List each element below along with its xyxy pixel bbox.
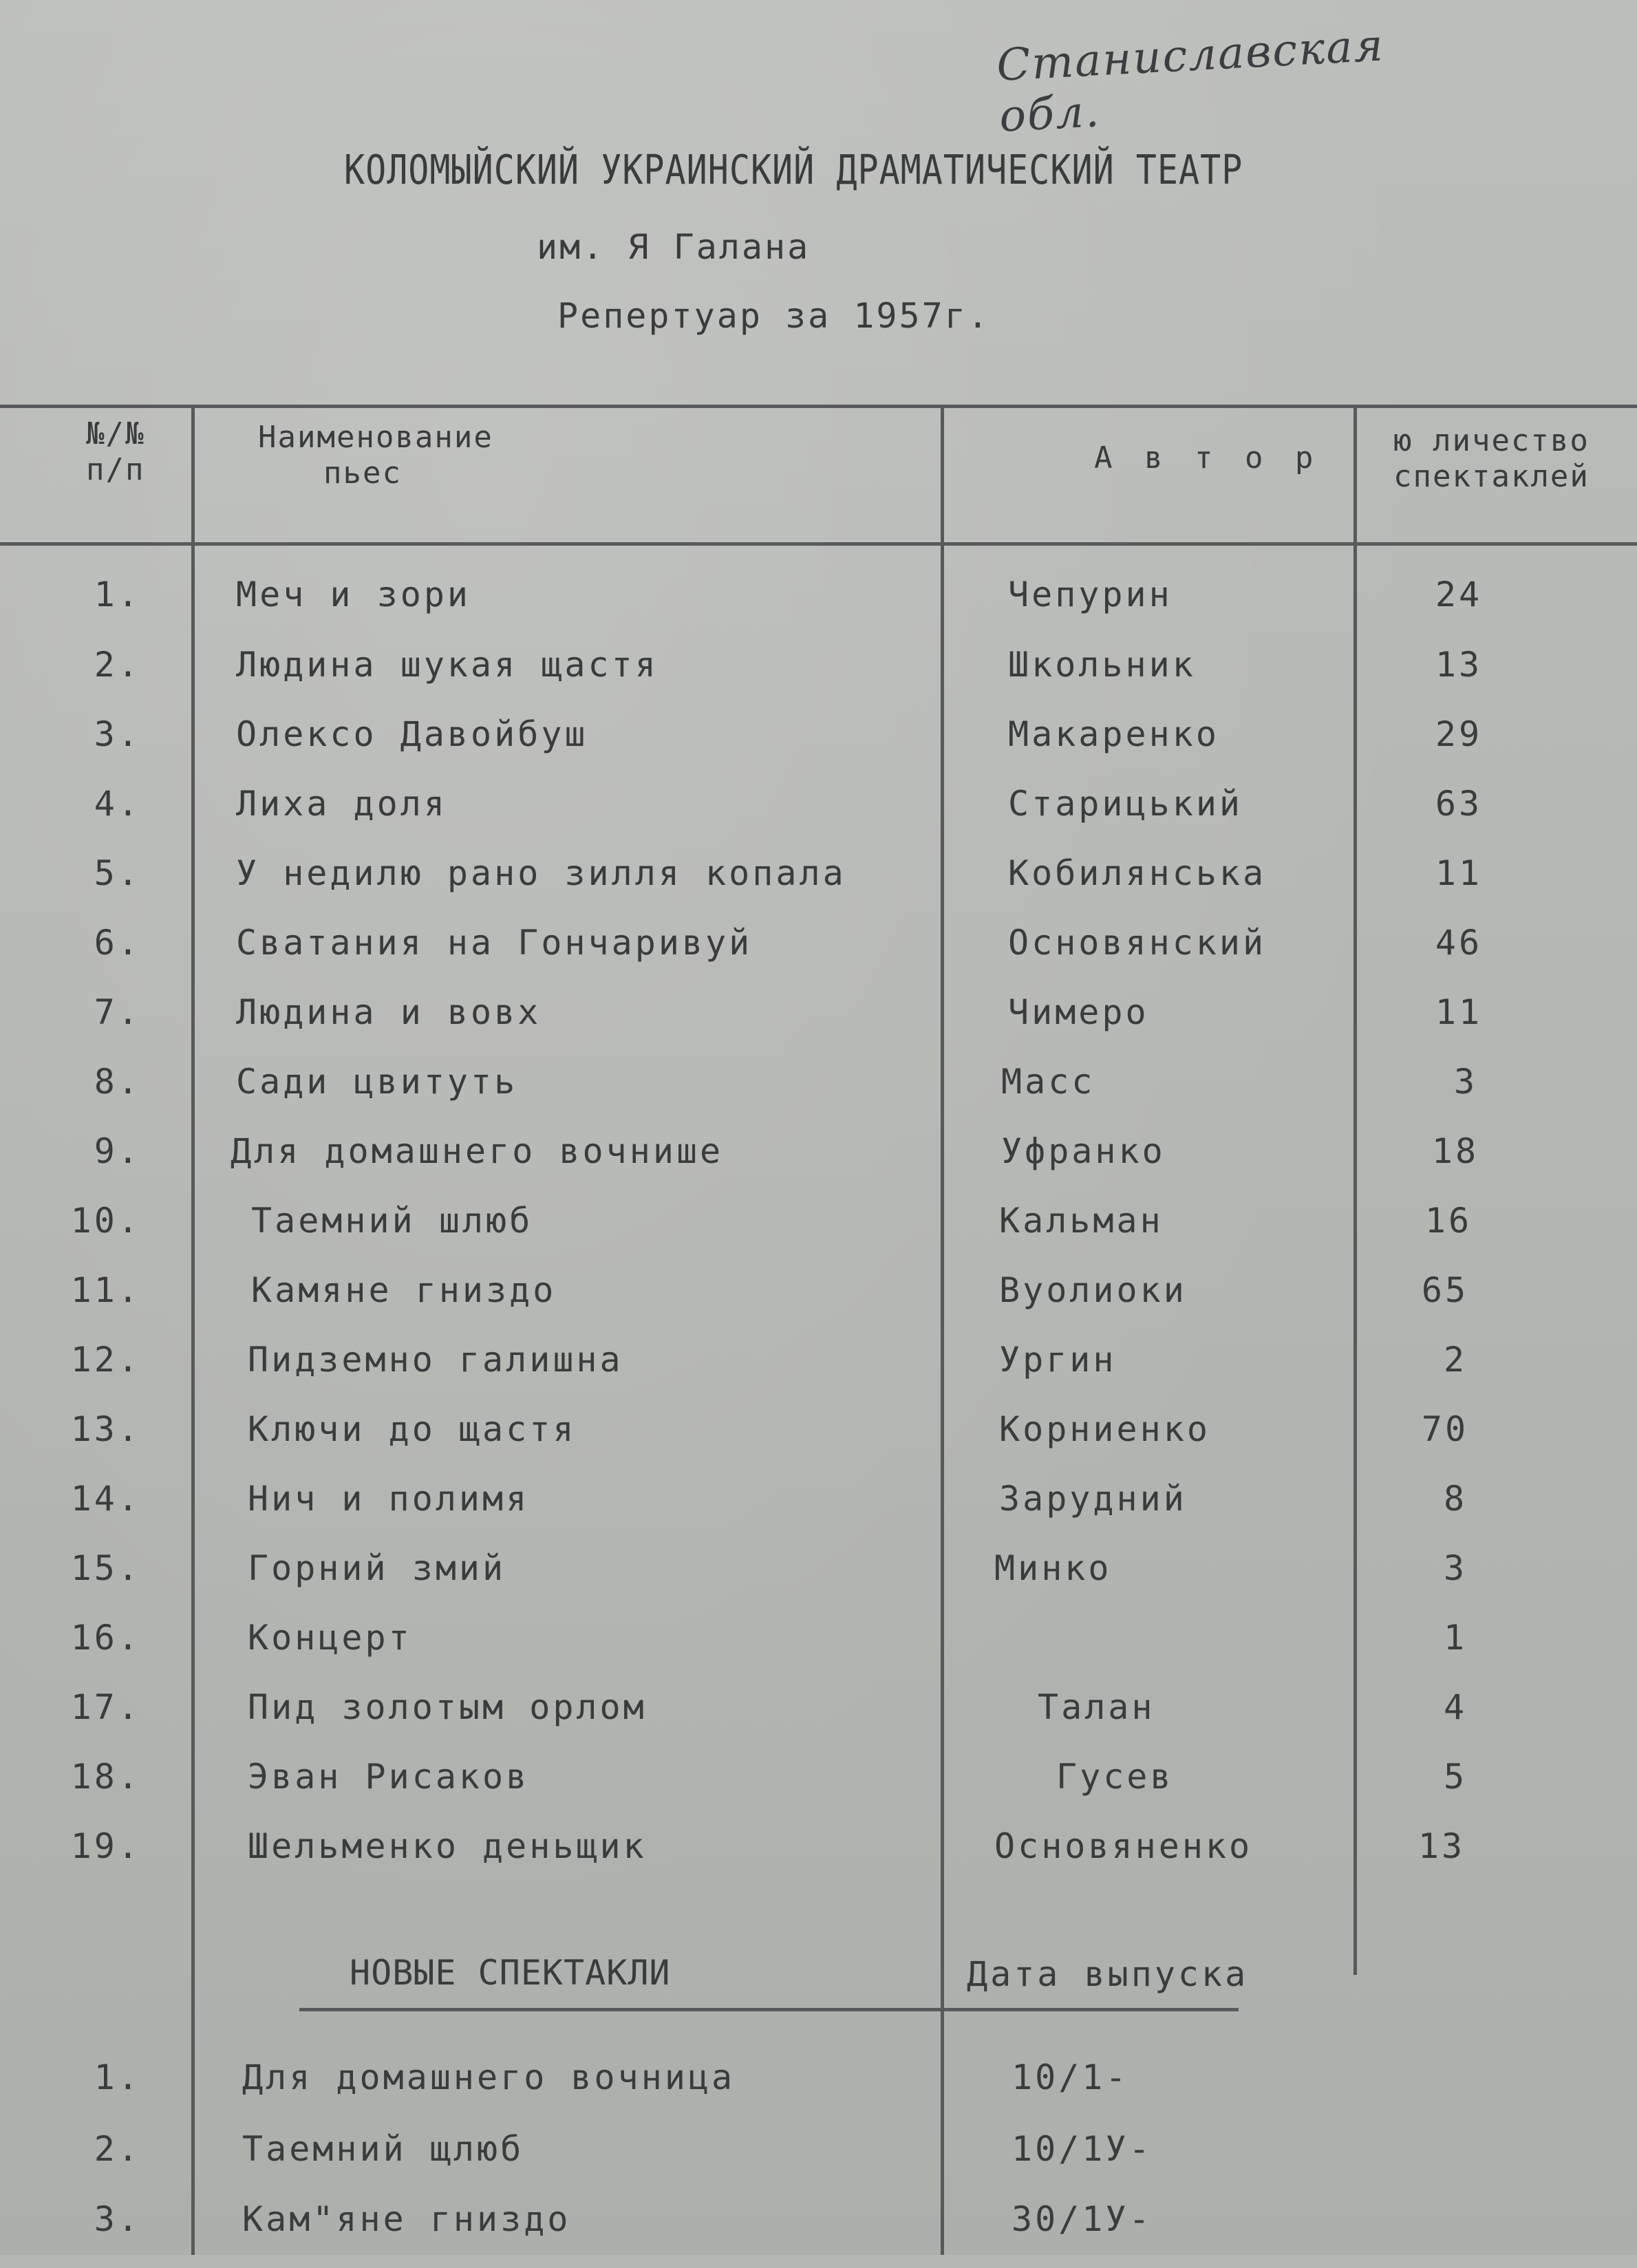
row-number: 19. [70, 1826, 141, 1866]
table-row [0, 1826, 1637, 1895]
row-author: Зарудний [999, 1479, 1187, 1519]
row-count: 46 [1435, 923, 1483, 963]
row-number: 5. [94, 853, 141, 893]
row-title: Камяне гниздо [251, 1270, 557, 1310]
table-row [0, 714, 1637, 783]
table-row [0, 1340, 1637, 1409]
row-number: 3. [94, 2199, 141, 2239]
row-author: Корниенко [999, 1409, 1210, 1449]
row-count: 11 [1435, 992, 1483, 1032]
row-date: 10/1- [1012, 2057, 1129, 2097]
row-number: 1. [94, 2057, 141, 2097]
row-number: 12. [70, 1340, 141, 1380]
row-count: 13 [1435, 645, 1483, 685]
row-title: Для домашнего вочнише [231, 1131, 724, 1171]
handwritten-note: Станиславская обл. [995, 20, 1386, 142]
row-count: 5 [1443, 1757, 1468, 1797]
row-number: 13. [70, 1409, 141, 1449]
row-author: Основяненко [994, 1826, 1253, 1866]
row-title: Меч и зори [236, 575, 471, 614]
row-author: Кальман [999, 1201, 1164, 1241]
row-number: 4. [94, 784, 141, 824]
row-title: Эван Рисаков [248, 1757, 530, 1797]
row-title: Таемний шлюб [251, 1201, 533, 1241]
table-top-rule [0, 405, 1637, 408]
col-head-count [1393, 423, 1590, 495]
col-head-num-line1: №/№ [86, 416, 145, 451]
row-count: 65 [1421, 1270, 1469, 1310]
row-title: У недилю рано зилля копала [236, 853, 846, 893]
row-count: 1 [1443, 1618, 1468, 1658]
table-row [0, 853, 1637, 922]
row-number: 2. [94, 2129, 141, 2169]
row-number: 15. [70, 1548, 141, 1588]
row-count: 13 [1417, 1826, 1466, 1866]
table-row [0, 2057, 1637, 2126]
row-number: 7. [94, 992, 141, 1032]
table-row [0, 2199, 1637, 2268]
row-date: 10/1У- [1012, 2129, 1153, 2169]
row-title: Таемний щлюб [242, 2129, 524, 2169]
row-number: 17. [70, 1687, 141, 1727]
row-title: Кам"яне гниздо [242, 2199, 571, 2239]
row-author: Школьник [1008, 645, 1196, 685]
new-section-heading: НОВЫЕ СПЕКТАКЛИ [350, 1953, 671, 1993]
table-row [0, 784, 1637, 853]
row-title: Нич и полимя [248, 1479, 530, 1519]
col-head-author: А в т о р [1094, 440, 1320, 475]
repertoire-title: Репертуар за 1957г. [557, 296, 990, 336]
col-head-num [86, 416, 145, 488]
table-row [0, 992, 1637, 1061]
table-row [0, 645, 1637, 714]
row-title: Горний змий [248, 1548, 506, 1588]
row-title: Людина шукая щастя [236, 645, 659, 685]
row-count: 3 [1443, 1548, 1468, 1588]
row-title: Сади цвитуть [236, 1062, 518, 1102]
row-count: 4 [1443, 1687, 1468, 1727]
row-title: Пид золотым орлом [248, 1687, 647, 1727]
table-row [0, 1201, 1637, 1270]
row-title: Людина и вовх [236, 992, 542, 1032]
row-count: 2 [1443, 1340, 1468, 1380]
table-row [0, 575, 1637, 643]
row-author: Основянский [1008, 923, 1267, 963]
col-head-count-line1: ю личество [1393, 423, 1590, 458]
table-row [0, 1757, 1637, 1826]
row-title: Ключи до щастя [248, 1409, 577, 1449]
row-number: 2. [94, 645, 141, 685]
row-title: Сватания на Гончаривуй [236, 923, 753, 963]
table-row [0, 1618, 1637, 1687]
row-count: 3 [1453, 1062, 1478, 1102]
row-number: 16. [70, 1618, 141, 1658]
row-number: 9. [94, 1131, 141, 1171]
theatre-title: КОЛОМЫЙСКИЙ УКРАИНСКИЙ ДРАМАТИЧЕСКИЙ ТЕАТР [344, 146, 1243, 194]
row-author: Минко [994, 1548, 1112, 1588]
new-section-date-heading: Дата выпуска [967, 1954, 1249, 1994]
row-number: 18. [70, 1757, 141, 1797]
row-author: Масс [1001, 1062, 1095, 1102]
row-number: 8. [94, 1062, 141, 1102]
col-head-title-line1: Наименование [258, 420, 493, 455]
row-author: Ургин [999, 1340, 1117, 1380]
row-count: 8 [1443, 1479, 1468, 1519]
row-count: 16 [1424, 1201, 1473, 1241]
new-section-rule [299, 2008, 1239, 2011]
table-row [0, 1479, 1637, 1548]
table-row [0, 1687, 1637, 1756]
row-author: Талан [1038, 1687, 1155, 1727]
row-author: Макаренко [1008, 714, 1219, 754]
row-number: 11. [70, 1270, 141, 1310]
row-title: Для домашнего вочница [242, 2057, 736, 2097]
row-title: Концерт [248, 1618, 412, 1658]
theatre-subtitle: им. Я Галана [537, 227, 811, 267]
row-author: Кобилянська [1008, 853, 1267, 893]
col-head-count-line2: спектаклей [1393, 459, 1590, 494]
table-row [0, 1062, 1637, 1131]
row-number: 3. [94, 714, 141, 754]
row-title: Пидземно галишна [248, 1340, 623, 1380]
table-row [0, 1548, 1637, 1617]
table-row [0, 923, 1637, 992]
table-row [0, 2129, 1637, 2198]
row-count: 63 [1435, 784, 1483, 824]
row-author: Уфранко [1001, 1131, 1166, 1171]
row-number: 14. [70, 1479, 141, 1519]
row-count: 11 [1435, 853, 1483, 893]
row-number: 10. [70, 1201, 141, 1241]
col-head-num-line2: п/п [86, 452, 145, 487]
row-number: 6. [94, 923, 141, 963]
row-count: 70 [1421, 1409, 1469, 1449]
table-row [0, 1131, 1637, 1200]
col-head-title-line2: пьес [323, 456, 402, 491]
col-head-title [258, 420, 493, 491]
row-title: Лиха доля [236, 784, 447, 824]
row-count: 24 [1435, 575, 1483, 614]
table-row [0, 1270, 1637, 1339]
row-date: 30/1У- [1012, 2199, 1153, 2239]
table-header-rule [0, 542, 1637, 546]
table-row [0, 1409, 1637, 1478]
row-number: 1. [94, 575, 141, 614]
row-count: 18 [1431, 1131, 1479, 1171]
row-author: Вуолиоки [999, 1270, 1187, 1310]
row-author: Чимеро [1008, 992, 1149, 1032]
row-title: Олексо Давойбуш [236, 714, 588, 754]
row-author: Старицький [1008, 784, 1243, 824]
row-author: Чепурин [1008, 575, 1173, 614]
row-title: Шельменко деньщик [248, 1826, 647, 1866]
row-author: Гусев [1056, 1757, 1174, 1797]
row-count: 29 [1435, 714, 1483, 754]
